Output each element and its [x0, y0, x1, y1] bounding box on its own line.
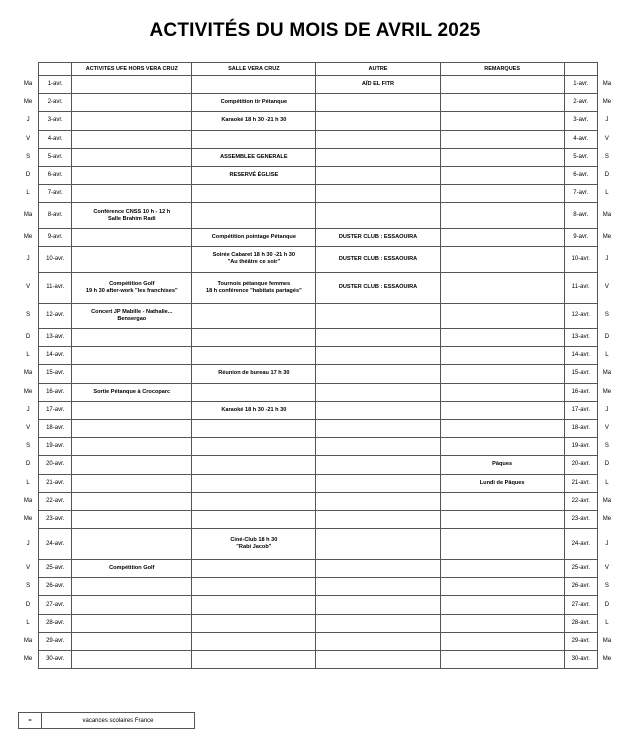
date-cell: 29-avr. — [39, 632, 72, 650]
table-row — [18, 383, 616, 401]
remarques-cell — [440, 76, 564, 94]
day-cell: V — [26, 135, 31, 142]
table-row — [18, 651, 616, 669]
day-cell: V — [26, 284, 31, 290]
date-cell-right: 26-avr. — [564, 578, 597, 596]
day-cell: V — [26, 565, 31, 572]
salle-activity-cell: ASSEMBLEE GENERALE — [192, 148, 316, 166]
date-cell-right: 13-avr. — [564, 329, 597, 347]
table-row — [18, 492, 616, 510]
salle-activity-cell: Compétition pointage Pétanque — [192, 228, 316, 246]
remarques-cell — [440, 185, 564, 203]
day-cell: V — [26, 425, 31, 432]
remarques-cell — [440, 247, 564, 273]
ufe-activity-cell — [72, 329, 192, 347]
date-cell-right: 30-avr. — [564, 651, 597, 669]
remarques-cell — [440, 303, 564, 329]
table-row — [18, 529, 616, 560]
remarques-cell — [440, 148, 564, 166]
date-cell: 22-avr. — [39, 492, 72, 510]
day-cell-right: S — [604, 153, 609, 160]
day-cell: Me — [23, 99, 33, 106]
ufe-activity-cell: Sortie Pétanque à Crocoparc — [72, 383, 192, 401]
date-cell: 2-avr. — [39, 94, 72, 112]
date-cell: 16-avr. — [39, 383, 72, 401]
autre-activity-cell: AÏD EL FITR — [316, 76, 440, 94]
date-cell: 9-avr. — [39, 228, 72, 246]
salle-activity-cell — [192, 185, 316, 203]
salle-activity-cell — [192, 76, 316, 94]
salle-activity-cell — [192, 419, 316, 437]
table-row — [18, 247, 616, 273]
date-cell-right: 5-avr. — [564, 148, 597, 166]
ufe-activity-cell — [72, 76, 192, 94]
date-cell-right: 23-avr. — [564, 510, 597, 528]
header-ufe: ACTIVITES UFE HORS VERA CRUZ — [72, 63, 192, 76]
date-cell-right: 24-avr. — [564, 529, 597, 560]
salle-activity-cell — [192, 347, 316, 365]
date-cell: 11-avr. — [39, 272, 72, 303]
date-cell: 14-avr. — [39, 347, 72, 365]
autre-activity-cell — [316, 112, 440, 130]
table-row — [18, 112, 616, 130]
remarques-cell — [440, 419, 564, 437]
day-cell: Ma — [23, 370, 33, 377]
autre-activity-cell — [316, 474, 440, 492]
autre-activity-cell — [316, 185, 440, 203]
table-row — [18, 578, 616, 596]
day-cell: L — [26, 352, 30, 359]
date-cell: 7-avr. — [39, 185, 72, 203]
ufe-activity-cell — [72, 365, 192, 383]
ufe-activity-cell — [72, 228, 192, 246]
salle-activity-cell — [192, 130, 316, 148]
remarques-cell — [440, 228, 564, 246]
salle-activity-cell: RESERVÉ ÉGLISE — [192, 166, 316, 184]
autre-activity-cell — [316, 596, 440, 614]
day-cell-right: L — [605, 190, 609, 197]
autre-activity-cell — [316, 560, 440, 578]
day-cell-right: J — [605, 117, 609, 124]
date-cell: 12-avr. — [39, 303, 72, 329]
salle-activity-cell — [192, 329, 316, 347]
table-row — [18, 185, 616, 203]
date-cell-right: 22-avr. — [564, 492, 597, 510]
table-row — [18, 632, 616, 650]
day-cell-right: Ma — [602, 212, 612, 219]
remarques-cell — [440, 510, 564, 528]
day-cell: J — [26, 540, 30, 547]
day-cell-right: Me — [602, 99, 612, 106]
date-cell: 8-avr. — [39, 203, 72, 229]
day-cell-right: V — [604, 425, 609, 432]
remarques-cell: Lundi de Pâques — [440, 474, 564, 492]
day-cell: D — [25, 461, 31, 468]
date-cell: 3-avr. — [39, 112, 72, 130]
table-row — [18, 130, 616, 148]
table-row — [18, 166, 616, 184]
table-row — [18, 272, 616, 303]
day-cell-right: D — [604, 172, 610, 179]
salle-activity-cell — [192, 474, 316, 492]
day-cell: D — [25, 172, 31, 179]
day-cell: Me — [23, 233, 33, 240]
date-cell-right: 10-avr. — [564, 247, 597, 273]
date-cell-right: 19-avr. — [564, 438, 597, 456]
day-cell-right: L — [605, 619, 609, 626]
day-cell: D — [25, 334, 31, 341]
date-cell: 30-avr. — [39, 651, 72, 669]
autre-activity-cell: DUSTER CLUB : ESSAOUIRA — [316, 247, 440, 273]
day-cell: J — [26, 117, 30, 124]
table-row — [18, 474, 616, 492]
remarques-cell — [440, 112, 564, 130]
salle-activity-cell — [192, 383, 316, 401]
date-cell: 1-avr. — [39, 76, 72, 94]
legend — [18, 712, 195, 729]
autre-activity-cell — [316, 365, 440, 383]
day-cell: Me — [23, 388, 33, 395]
salle-activity-cell — [192, 303, 316, 329]
salle-activity-cell — [192, 438, 316, 456]
ufe-activity-cell — [72, 529, 192, 560]
header-empty-day — [18, 63, 39, 76]
table-row — [18, 347, 616, 365]
remarques-cell — [440, 203, 564, 229]
day-cell-right: Ma — [602, 497, 612, 504]
remarques-cell — [440, 401, 564, 419]
day-cell: J — [26, 255, 30, 262]
salle-activity-cell: Compétition tir Pétanque — [192, 94, 316, 112]
autre-activity-cell — [316, 492, 440, 510]
day-cell-right: J — [605, 406, 609, 413]
ufe-activity-cell — [72, 148, 192, 166]
day-cell: L — [26, 479, 30, 486]
autre-activity-cell — [316, 203, 440, 229]
ufe-activity-cell — [72, 438, 192, 456]
date-cell: 25-avr. — [39, 560, 72, 578]
autre-activity-cell — [316, 578, 440, 596]
ufe-activity-cell — [72, 166, 192, 184]
header-empty-day-right — [597, 63, 616, 76]
remarques-cell — [440, 632, 564, 650]
remarques-cell — [440, 272, 564, 303]
day-cell-right: J — [605, 255, 609, 262]
ufe-activity-cell — [72, 419, 192, 437]
activities-table — [18, 62, 616, 669]
day-cell: Me — [23, 656, 33, 663]
date-cell: 10-avr. — [39, 247, 72, 273]
remarques-cell — [440, 492, 564, 510]
date-cell: 20-avr. — [39, 456, 72, 474]
remarques-cell — [440, 130, 564, 148]
ufe-activity-cell: Conférence CNSS 10 h - 12 h Salle Brahim Radi — [72, 203, 192, 229]
header-salle: SALLE VERA CRUZ — [192, 63, 316, 76]
autre-activity-cell — [316, 510, 440, 528]
day-cell-right: Me — [602, 233, 612, 240]
salle-activity-cell — [192, 632, 316, 650]
date-cell: 5-avr. — [39, 148, 72, 166]
autre-activity-cell — [316, 632, 440, 650]
autre-activity-cell — [316, 94, 440, 112]
date-cell-right: 8-avr. — [564, 203, 597, 229]
day-cell-right: Ma — [602, 81, 612, 88]
date-cell-right: 20-avr. — [564, 456, 597, 474]
day-cell: S — [26, 443, 31, 450]
date-cell: 24-avr. — [39, 529, 72, 560]
day-cell: Ma — [23, 497, 33, 504]
table-row — [18, 94, 616, 112]
day-cell-right: S — [604, 443, 609, 450]
ufe-activity-cell — [72, 347, 192, 365]
ufe-activity-cell — [72, 492, 192, 510]
ufe-activity-cell — [72, 596, 192, 614]
salle-activity-cell — [192, 203, 316, 229]
remarques-cell — [440, 329, 564, 347]
date-cell-right: 27-avr. — [564, 596, 597, 614]
date-cell-right: 14-avr. — [564, 347, 597, 365]
table-row — [18, 76, 616, 94]
table-row — [18, 365, 616, 383]
date-cell-right: 16-avr. — [564, 383, 597, 401]
day-cell: Me — [23, 515, 33, 522]
day-cell-right: V — [604, 565, 609, 572]
ufe-activity-cell — [72, 185, 192, 203]
salle-activity-cell — [192, 578, 316, 596]
ufe-activity-cell — [72, 112, 192, 130]
day-cell-right: Me — [602, 515, 612, 522]
salle-activity-cell — [192, 560, 316, 578]
remarques-cell — [440, 614, 564, 632]
header-remarques: REMARQUES — [440, 63, 564, 76]
date-cell-right: 17-avr. — [564, 401, 597, 419]
autre-activity-cell — [316, 456, 440, 474]
date-cell-right: 29-avr. — [564, 632, 597, 650]
autre-activity-cell — [316, 438, 440, 456]
autre-activity-cell — [316, 383, 440, 401]
header-row — [18, 63, 616, 76]
table-row — [18, 596, 616, 614]
date-cell: 6-avr. — [39, 166, 72, 184]
ufe-activity-cell — [72, 401, 192, 419]
table-row — [18, 228, 616, 246]
day-cell-right: Ma — [602, 370, 612, 377]
remarques-cell — [440, 365, 564, 383]
day-cell: Ma — [23, 212, 33, 219]
table-row — [18, 510, 616, 528]
table-row — [18, 203, 616, 229]
autre-activity-cell — [316, 419, 440, 437]
autre-activity-cell: DUSTER CLUB : ESSAOUIRA — [316, 228, 440, 246]
ufe-activity-cell: Compétition Golf 19 h 30 after-work "les franchises" — [72, 272, 192, 303]
table-row — [18, 419, 616, 437]
day-cell: L — [26, 190, 30, 197]
date-cell: 26-avr. — [39, 578, 72, 596]
date-cell: 4-avr. — [39, 130, 72, 148]
date-cell-right: 6-avr. — [564, 166, 597, 184]
day-cell: J — [26, 406, 30, 413]
salle-activity-cell — [192, 456, 316, 474]
date-cell-right: 15-avr. — [564, 365, 597, 383]
remarques-cell — [440, 94, 564, 112]
date-cell-right: 18-avr. — [564, 419, 597, 437]
ufe-activity-cell — [72, 632, 192, 650]
day-cell-right: V — [604, 284, 609, 290]
date-cell: 15-avr. — [39, 365, 72, 383]
day-cell-right: S — [604, 583, 609, 590]
remarques-cell — [440, 596, 564, 614]
salle-activity-cell — [192, 651, 316, 669]
salle-activity-cell: Karaoké 18 h 30 -21 h 30 — [192, 112, 316, 130]
day-cell: Ma — [23, 81, 33, 88]
remarques-cell — [440, 560, 564, 578]
date-cell-right: 21-avr. — [564, 474, 597, 492]
day-cell-right: D — [604, 601, 610, 608]
date-cell-right: 7-avr. — [564, 185, 597, 203]
day-cell-right: J — [605, 540, 609, 547]
date-cell: 17-avr. — [39, 401, 72, 419]
day-cell-right: S — [604, 312, 609, 319]
autre-activity-cell — [316, 148, 440, 166]
table-row — [18, 148, 616, 166]
ufe-activity-cell — [72, 510, 192, 528]
ufe-activity-cell — [72, 94, 192, 112]
salle-activity-cell: Tournois pétanque femmes 18 h conférence "habitats partagés" — [192, 272, 316, 303]
autre-activity-cell: DUSTER CLUB : ESSAOUIRA — [316, 272, 440, 303]
date-cell: 27-avr. — [39, 596, 72, 614]
date-cell-right: 9-avr. — [564, 228, 597, 246]
remarques-cell — [440, 529, 564, 560]
date-cell-right: 25-avr. — [564, 560, 597, 578]
date-cell-right: 11-avr. — [564, 272, 597, 303]
autre-activity-cell — [316, 329, 440, 347]
table-row — [18, 401, 616, 419]
page-title: ACTIVITÉS DU MOIS DE AVRIL 2025 — [149, 20, 481, 41]
remarques-cell — [440, 166, 564, 184]
table-row — [18, 438, 616, 456]
day-cell: Ma — [23, 637, 33, 644]
day-cell: S — [26, 153, 31, 160]
table-row — [18, 560, 616, 578]
table-row — [18, 303, 616, 329]
date-cell: 23-avr. — [39, 510, 72, 528]
salle-activity-cell — [192, 614, 316, 632]
ufe-activity-cell — [72, 130, 192, 148]
remarques-cell — [440, 651, 564, 669]
date-cell: 21-avr. — [39, 474, 72, 492]
salle-activity-cell: Karaoké 18 h 30 -21 h 30 — [192, 401, 316, 419]
ufe-activity-cell — [72, 651, 192, 669]
day-cell-right: L — [605, 352, 609, 359]
remarques-cell: Pâques — [440, 456, 564, 474]
salle-activity-cell — [192, 492, 316, 510]
autre-activity-cell — [316, 529, 440, 560]
date-cell: 18-avr. — [39, 419, 72, 437]
day-cell-right: V — [604, 135, 609, 142]
ufe-activity-cell — [72, 247, 192, 273]
remarques-cell — [440, 347, 564, 365]
remarques-cell — [440, 438, 564, 456]
salle-activity-cell: Ciné-Club 18 h 30 "Rabi Jacob" — [192, 529, 316, 560]
day-cell: D — [25, 601, 31, 608]
day-cell: L — [26, 619, 30, 626]
day-cell-right: Me — [602, 388, 612, 395]
date-cell-right: 3-avr. — [564, 112, 597, 130]
date-cell-right: 2-avr. — [564, 94, 597, 112]
ufe-activity-cell — [72, 456, 192, 474]
day-cell-right: D — [604, 334, 610, 341]
remarques-cell — [440, 578, 564, 596]
autre-activity-cell — [316, 303, 440, 329]
legend-text: vacances scolaires France — [42, 713, 195, 729]
legend-symbol: = — [19, 713, 42, 729]
date-cell-right: 12-avr. — [564, 303, 597, 329]
autre-activity-cell — [316, 166, 440, 184]
day-cell-right: L — [605, 479, 609, 486]
ufe-activity-cell — [72, 474, 192, 492]
ufe-activity-cell: Concert JP Mabille - Nathalie... Bensergao — [72, 303, 192, 329]
date-cell-right: 28-avr. — [564, 614, 597, 632]
salle-activity-cell — [192, 510, 316, 528]
salle-activity-cell: Réunion de bureau 17 h 30 — [192, 365, 316, 383]
autre-activity-cell — [316, 651, 440, 669]
table-row — [18, 329, 616, 347]
table-row — [18, 456, 616, 474]
date-cell: 13-avr. — [39, 329, 72, 347]
day-cell: S — [26, 312, 31, 319]
remarques-cell — [440, 383, 564, 401]
ufe-activity-cell — [72, 578, 192, 596]
date-cell: 28-avr. — [39, 614, 72, 632]
date-cell-right: 1-avr. — [564, 76, 597, 94]
date-cell-right: 4-avr. — [564, 130, 597, 148]
autre-activity-cell — [316, 614, 440, 632]
header-empty-date — [39, 63, 72, 76]
ufe-activity-cell — [72, 614, 192, 632]
date-cell: 19-avr. — [39, 438, 72, 456]
table-row — [18, 614, 616, 632]
day-cell-right: Me — [602, 656, 612, 663]
autre-activity-cell — [316, 347, 440, 365]
ufe-activity-cell: Compétition Golf — [72, 560, 192, 578]
salle-activity-cell: Soirée Cabaret 18 h 30 -21 h 30 "Au théâtre ce soir" — [192, 247, 316, 273]
header-empty-date-right — [564, 63, 597, 76]
day-cell-right: D — [604, 461, 610, 468]
header-autre: AUTRE — [316, 63, 440, 76]
autre-activity-cell — [316, 130, 440, 148]
salle-activity-cell — [192, 596, 316, 614]
day-cell-right: Ma — [602, 637, 612, 644]
autre-activity-cell — [316, 401, 440, 419]
day-cell: S — [26, 583, 31, 590]
